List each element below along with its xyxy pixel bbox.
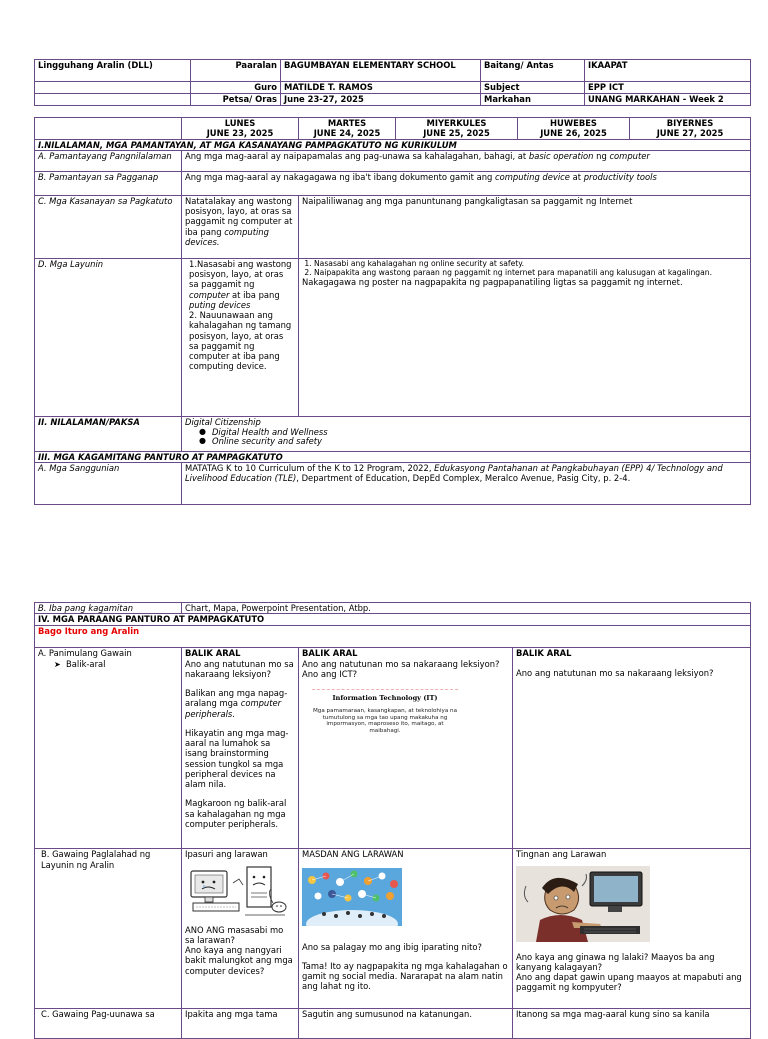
quarter-value: UNANG MARKAHAN - Week 2 — [585, 94, 751, 106]
doc-type: Lingguhang Aralin (DLL) — [35, 60, 191, 82]
section3-a-text: MATATAG K to 10 Curriculum of the K to 12 Program, 2022, Edukasyong Pantahanan at Pangkabuhayan (EPP) 4/ Technology and Livelihood Education (TLE), Department of Education, DepEd Complex, Meralco Avenue, Pasig City, p. 2-4. — [182, 463, 751, 505]
objective-poster: Nakagagawa ng poster na nagpapakita ng pagpapanatiling ligtas sa paggamit ng internet. — [302, 277, 683, 288]
section2-title: II. NILALAMAN/PAKSA — [35, 416, 182, 451]
day-header: BIYERNES JUNE 27, 2025 — [630, 118, 751, 140]
section4-c-monday: Ipakita ang mga tama — [182, 1009, 299, 1039]
section1-d-label: D. Mga Layunin — [35, 258, 182, 416]
section1-c-monday: Natatalakay ang wastong posisyon, layo, at oras sa paggamit ng computer at iba pang computing devices. — [182, 195, 299, 258]
balik-aral-sub: Balik-aral — [66, 658, 106, 669]
day-header: MIYERKULES JUNE 25, 2025 — [396, 118, 518, 140]
section4-b-tuesday: MASDAN ANG LARAWAN Ano sa palagay mo ang ibig iparating nito? Tama! Ito ay nagpapakita ng mga kahalagahan o gamit ng social media. Nararapat na alam natin ang lahat ng ito. — [299, 849, 513, 1009]
days-header-row — [35, 118, 751, 140]
school-label: Paaralan — [191, 60, 281, 82]
teacher-label: Guro — [191, 82, 281, 94]
quarter-label: Markahan — [481, 94, 585, 106]
school-value: BAGUMBAYAN ELEMENTARY SCHOOL — [281, 60, 481, 82]
section4-c-label: C. Gawaing Pag-uunawa sa — [35, 1009, 182, 1039]
date-label: Petsa/ Oras — [191, 94, 281, 106]
tired-man-image — [516, 866, 650, 942]
topic: Digital Citizenship — [185, 416, 261, 427]
header-table — [34, 59, 751, 106]
section2-content — [182, 416, 751, 451]
header-blank — [35, 82, 191, 94]
section1-a-text: Ang mga mag-aaral ay naipapamalas ang pag-unawa sa kahalagahan, bahagi, at basic operation ng computer — [182, 150, 751, 171]
date-value: June 23-27, 2025 — [281, 94, 481, 106]
topic-item: ● Online security and safety — [199, 436, 323, 447]
section4-a-monday: BALIK ARAL Ano ang natutunan mo sa nakaraang leksiyon? Balikan ang mga napag-aralang mga computer peripherals. Hikayatin ang mga mag-aaral na lumahok sa isang brainstorming session tungkol sa mga peripheral devices na alam nila. Magkaroon ng balik-aral sa kahalagahan ng mga computer peripherals. — [182, 648, 299, 849]
section4-b-monday: Ipasuri ang larawan ANO ANG masasabi mo sa larawan? Ano kaya ang nangyari bakit malungkot ang mga computer devices? — [182, 849, 299, 1009]
sad-computers-image — [187, 863, 291, 921]
objective-item: 2. Naipapakita ang wastong paraan ng paggamit ng internet para mapanatili ang kalusugan at kagalingan. — [314, 268, 747, 277]
topic-item: ● Digital Health and Wellness — [199, 427, 328, 437]
section1-c-label: C. Mga Kasanayan sa Pagkatuto — [35, 195, 182, 258]
day-header: MARTES JUNE 24, 2025 — [299, 118, 396, 140]
section4-b-label: B. Gawaing Paglalahad ng Layunin ng Aralin — [35, 849, 182, 1009]
section4-a-label: A. Panimulang Gawain ➤ Balik-aral — [35, 648, 182, 849]
section1-b-text: Ang mga mag-aaral ay nakagagawa ng iba't ibang dokumento gamit ang computing device at productivity tools — [182, 171, 751, 195]
header-blank — [35, 94, 191, 106]
days-corner — [35, 118, 182, 140]
lesson-table-page2 — [34, 602, 751, 1039]
social-media-image — [302, 868, 402, 926]
subject-value: EPP ICT — [585, 82, 751, 94]
section4-b-thursday: Tingnan ang Larawan Ano kaya ang ginawa ng lalaki? Maayos ba ang kanyang kalagayan? Ano ang dapat gawin upang maayos at mapabuti ang paggamit ng kompyuter? — [513, 849, 751, 1009]
objective-item: 1. Nasasabi ang kahalagahan ng online security at safety. — [314, 259, 747, 268]
section3-b-label: B. Iba pang kagamitan — [35, 603, 182, 614]
section3-title: III. MGA KAGAMITANG PANTURO AT PAMPAGKATUTO — [35, 451, 751, 462]
section4-a-tuesday: BALIK ARAL Ano ang natutunan mo sa nakaraang leksiyon? Ano ang ICT? Information Technology (IT) Mga pamamaraan, kasangkapan, at teknolohiya na tumutulong sa mga tao upang makakuha ng impormasyon, maproseso ito, maitago, at maibahagi. — [299, 648, 513, 849]
lesson-table-page1 — [34, 117, 751, 505]
section1-c-rest: Naipaliliwanag ang mga panuntunang pangkaligtasan sa paggamit ng Internet — [299, 195, 751, 258]
section1-a-label: A. Pamantayang Pangnilalaman — [35, 150, 182, 171]
section1-b-label: B. Pamantayan sa Pagganap — [35, 171, 182, 195]
section4-c-thursday: Itanong sa mga mag-aaral kung sino sa kanila — [513, 1009, 751, 1039]
teacher-value: MATILDE T. RAMOS — [281, 82, 481, 94]
section3-a-label: A. Mga Sanggunian — [35, 463, 182, 505]
section4-subhead: Bago Ituro ang Aralin — [35, 626, 751, 648]
it-definition-card: Information Technology (IT) Mga pamamaraan, kasangkapan, at teknolohiya na tumutulong sa mga tao upang makakuha ng impormasyon, maproseso ito, maitago, at maibahagi. — [312, 689, 458, 735]
section4-a-thursday: BALIK ARAL Ano ang natutunan mo sa nakaraang leksiyon? — [513, 648, 751, 849]
grade-label: Baitang/ Antas — [481, 60, 585, 82]
section1-title: I.NILALAMAN, MGA PAMANTAYAN, AT MGA KASANAYANG PAMPAGKATUTO NG KURIKULUM — [35, 139, 751, 150]
section1-d-rest — [299, 258, 751, 416]
day-header: HUWEBES JUNE 26, 2025 — [518, 118, 630, 140]
section4-c-tuesday: Sagutin ang sumusunod na katanungan. — [299, 1009, 513, 1039]
section1-d-monday: 1.Nasasabi ang wastong posisyon, layo, at oras sa paggamit ng computer at iba pang puting devices 2. Nauunawaan ang kahalagahan ng tamang posisyon, layo, at oras sa paggamit ng computer at iba pang computing device. — [182, 258, 299, 416]
subject-label: Subject — [481, 82, 585, 94]
section4-title: IV. MGA PARAANG PANTURO AT PAMPAGKATUTO — [35, 614, 751, 626]
section3-b-text: Chart, Mapa, Powerpoint Presentation, Atbp. — [182, 603, 751, 614]
day-header: LUNES JUNE 23, 2025 — [182, 118, 299, 140]
grade-value: IKAAPAT — [585, 60, 751, 82]
